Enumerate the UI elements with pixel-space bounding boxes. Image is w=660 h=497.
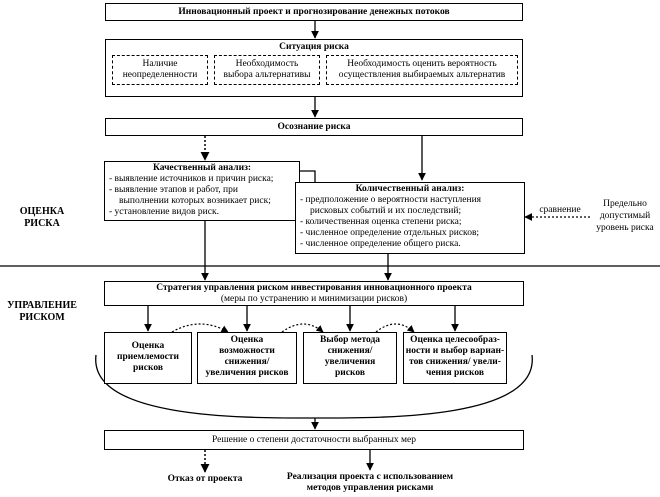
- step4-line1: Оценка целесообраз-: [410, 335, 500, 345]
- box-risk-awareness: [105, 118, 523, 136]
- max-risk-level-label: [590, 198, 660, 234]
- box-step-method: [303, 332, 397, 384]
- arc-step1-to-step2: [172, 324, 228, 332]
- box-step-acceptability: [104, 332, 192, 384]
- step1-line1: Оценка: [131, 341, 165, 351]
- quantitative-line: - количественная оценка степени риска;: [300, 217, 462, 227]
- risk-situation-item-uncertainty: [112, 55, 208, 85]
- max-risk-line3: уровень риска: [596, 223, 654, 233]
- step1-line2: приемлемости: [117, 352, 179, 362]
- box-decision: [104, 430, 524, 450]
- strategy-subtitle: (меры по устранению и минимизации рисков): [220, 294, 408, 304]
- item-alternative-line2: выбора альтернативы: [223, 70, 311, 80]
- strategy-title: Стратегия управления риском инвестирования инновационного проекта: [156, 283, 472, 293]
- section-management-line2: РИСКОМ: [19, 312, 65, 323]
- item-probability-line2: осуществления выбираемых альтернатив: [338, 70, 506, 80]
- max-risk-line2: допустимый: [599, 211, 651, 221]
- box-risk-awareness-text: Осознание риска: [277, 122, 351, 132]
- arc-step2-to-step3: [282, 324, 323, 332]
- qualitative-line: - установление видов риск.: [109, 207, 219, 217]
- step3-line4: рисков: [335, 368, 365, 378]
- step4-line2: ности и выбор вариан-: [405, 346, 505, 356]
- quantitative-title: Количественный анализ:: [355, 184, 465, 194]
- quantitative-line: - численное определение отдельных рисков;: [300, 228, 480, 238]
- box-step-expediency: [403, 332, 507, 384]
- box-innovation-project-text: Инновационный проект и прогнозирование денежных потоков: [178, 7, 450, 17]
- quantitative-line: рисковых событий и их последствий;: [310, 206, 462, 216]
- qualitative-title: Качественный анализ:: [152, 163, 252, 173]
- step2-line2: возможности: [219, 346, 275, 356]
- item-uncertainty-line2: неопределенности: [122, 70, 198, 80]
- step2-line1: Оценка: [230, 335, 264, 345]
- outcome-implement: [270, 472, 470, 494]
- section-label-assessment: [4, 206, 80, 230]
- box-quantitative-analysis: [295, 182, 525, 254]
- qualitative-line: - выявление этапов и работ, при: [109, 185, 238, 195]
- item-alternative-line1: Необходимость: [235, 59, 299, 69]
- risk-situation-item-alternative: [214, 55, 320, 85]
- step3-line3: увеличения: [324, 357, 376, 367]
- section-assessment-line1: ОЦЕНКА: [19, 206, 65, 217]
- section-management-line1: УПРАВЛЕНИЕ: [7, 300, 77, 311]
- box-strategy: [104, 281, 524, 306]
- step2-line3: снижения/: [224, 357, 270, 367]
- step1-line3: рисков: [133, 363, 163, 373]
- item-probability-line1: Необходимость оценить вероятность: [347, 59, 497, 69]
- quantitative-line: - численное определение общего риска.: [300, 239, 461, 249]
- step3-line1: Выбор метода: [319, 335, 381, 345]
- qualitative-line: - выявление источников и причин риска;: [109, 174, 274, 184]
- section-assessment-line2: РИСКА: [24, 218, 60, 229]
- qualitative-line: выполнении которых возникает риск;: [119, 196, 271, 206]
- step4-line4: чения рисков: [425, 368, 484, 378]
- risk-situation-item-probability: [326, 55, 518, 85]
- box-innovation-project: [105, 3, 523, 21]
- outcome-implement-line2: методов управления рисками: [306, 483, 434, 493]
- item-uncertainty-line1: Наличие: [142, 59, 178, 69]
- step4-line3: тов снижения/ увели-: [409, 357, 501, 367]
- decision-text: Решение о степени достаточности выбранных мер: [211, 435, 417, 445]
- compare-label: сравнение: [539, 205, 581, 215]
- section-label-management: [4, 300, 80, 324]
- outcome-reject: Отказ от проекта: [167, 474, 243, 484]
- qualitative-list: [105, 174, 299, 218]
- arc-step3-to-step4: [376, 324, 414, 332]
- quantitative-list: [296, 195, 524, 250]
- box-step-possibility: [197, 332, 297, 384]
- box-qualitative-analysis: [104, 161, 300, 221]
- risk-situation-title: Ситуация риска: [279, 42, 349, 52]
- max-risk-line1: Предельно: [603, 199, 647, 209]
- outcome-implement-line1: Реализация проекта с использованием: [286, 472, 454, 482]
- step3-line2: снижения/: [327, 346, 373, 356]
- step2-line4: увеличения рисков: [205, 368, 289, 378]
- quantitative-line: - предположение о вероятности наступления: [300, 195, 482, 205]
